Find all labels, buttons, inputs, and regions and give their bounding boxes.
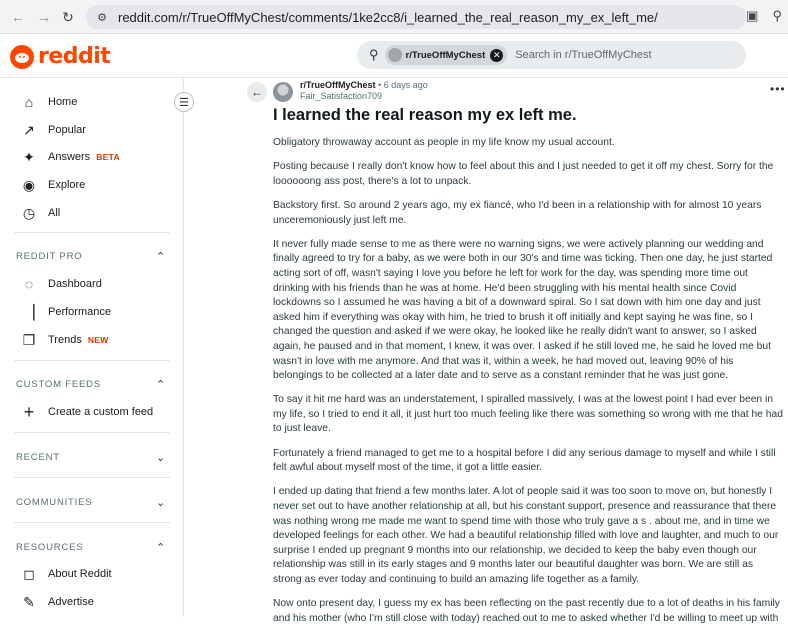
new-badge: NEW <box>87 335 109 345</box>
close-icon[interactable]: ✕ <box>490 49 503 62</box>
back-arrow-icon[interactable]: ← <box>11 9 25 25</box>
chevron-up-icon: ⌃ <box>155 541 166 554</box>
post-time: 6 days ago <box>383 80 428 90</box>
section-custom-feeds[interactable] <box>16 375 166 393</box>
chevron-up-icon: ⌃ <box>155 250 166 263</box>
answers-icon: ✦ <box>23 148 35 165</box>
sidebar-item-create-custom-feed[interactable] <box>20 400 153 424</box>
search-bar[interactable] <box>357 41 746 69</box>
post-paragraph: Posting because I really don't know how to feel about this and I just needed to get it off my chest. Sorry for the loooooong ass post, there's a lot to unpack. <box>273 161 774 187</box>
search-input[interactable] <box>515 49 715 61</box>
snoo-icon <box>10 45 34 69</box>
url-text[interactable] <box>118 10 658 25</box>
subreddit-link[interactable]: r/TrueOffMyChest <box>300 80 376 90</box>
about-icon: ◻ <box>23 565 35 582</box>
sidebar-item-label: Create a custom feed <box>48 406 154 418</box>
all-icon: ◷ <box>22 204 36 221</box>
more-options-icon[interactable]: ••• <box>770 82 786 96</box>
post-paragraph: Backstory first. So around 2 years ago, my ex fiancé, who I'd been in a relationship with for almost 10 years unceremoniously just left me. <box>273 199 762 226</box>
menu-icon: ☰ <box>179 96 189 109</box>
site-settings-icon[interactable]: ⚙ <box>97 11 107 24</box>
section-reddit-pro[interactable] <box>16 247 166 265</box>
trends-icon: ❐ <box>22 331 36 348</box>
sidebar-item-advertise[interactable] <box>20 590 94 614</box>
subreddit-avatar[interactable] <box>273 82 293 102</box>
post-meta: r/TrueOffMyChest • 6 days ago Fair_Satisfaction709 <box>300 80 428 101</box>
sidebar-divider <box>14 232 170 233</box>
sidebar-item-performance[interactable] <box>20 300 111 324</box>
forward-arrow-icon[interactable]: → <box>37 9 51 25</box>
left-sidebar <box>0 78 184 617</box>
sidebar-item-home[interactable] <box>20 90 77 114</box>
sidebar-item-label: Trends <box>48 334 82 346</box>
sidebar-item-all[interactable] <box>20 201 60 225</box>
url-host: reddit.com <box>118 9 179 25</box>
section-communities[interactable] <box>16 493 166 511</box>
sidebar-item-label: Explore <box>48 179 86 191</box>
sidebar-item-label: All <box>48 207 61 219</box>
reload-icon[interactable]: ↻ <box>62 8 74 25</box>
post-paragraph: I ended up dating that friend a few months later. A lot of people said it was too soon to move on, but honestly I never set out to have another relationship at all, but his constant support, presence and reassurance that there was nothing wrong me made me want to spend time with those who truly gave a s . about me, and in time we developed feelings for each other. We had a beautiful relationship filled with love and laughter, and much to our surprise I ended up pregnant 9 months into our relationship, we decided to keep the baby even though our relationship was still in its early stages and 9 months later our beautiful daughter was born. We are still as strong as ever today and continuing to build an amazing life together as a family. <box>273 486 779 585</box>
sidebar-item-label: Dashboard <box>48 278 102 290</box>
sidebar-item-dashboard[interactable] <box>20 272 102 296</box>
sidebar-item-label: Answers <box>48 151 91 163</box>
section-recent[interactable] <box>16 448 166 466</box>
search-icon: ⚲ <box>369 47 379 62</box>
sidebar-divider <box>14 522 170 523</box>
chip-label: r/TrueOffMyChest <box>405 49 486 61</box>
sidebar-item-popular[interactable] <box>20 118 86 142</box>
back-button[interactable] <box>247 82 267 102</box>
logo-text: reddit <box>38 44 111 69</box>
home-icon: ⌂ <box>24 94 34 110</box>
sidebar-item-answers[interactable] <box>20 145 120 169</box>
install-app-icon[interactable]: ▣ <box>746 8 759 23</box>
sidebar-item-label: Home <box>48 96 78 108</box>
sidebar-item-label: Performance <box>48 306 111 318</box>
sidebar-item-explore[interactable] <box>20 173 85 197</box>
sidebar-toggle-button[interactable] <box>174 92 194 112</box>
reddit-header <box>0 34 788 78</box>
chevron-down-icon: ⌄ <box>155 496 166 509</box>
sidebar-item-label: About Reddit <box>48 568 112 580</box>
zoom-icon[interactable]: ⚲ <box>772 8 782 23</box>
url-path: /r/TrueOffMyChest/comments/1ke2cc8/i_learned_the_real_reason_my_ex_left_me/ <box>178 9 658 25</box>
post-paragraph: Obligatory throwaway account as people in my life know my usual account. <box>273 137 615 148</box>
sidebar-item-trends[interactable] <box>20 328 109 352</box>
address-bar[interactable] <box>86 5 746 29</box>
explore-icon: ◉ <box>22 176 36 193</box>
advertise-icon: ✎ <box>23 593 35 610</box>
back-arrow-icon: ← <box>251 85 263 99</box>
section-resources[interactable] <box>16 538 166 556</box>
sidebar-divider <box>14 432 170 433</box>
performance-icon: ▕ <box>23 303 35 320</box>
chevron-down-icon: ⌄ <box>155 451 166 464</box>
section-heading: CUSTOM FEEDS <box>16 378 101 390</box>
subreddit-filter-chip[interactable] <box>385 45 508 65</box>
popular-icon: ↗ <box>23 121 35 138</box>
sidebar-divider <box>14 360 170 361</box>
reddit-logo[interactable] <box>10 44 110 69</box>
section-heading: RECENT <box>16 451 60 463</box>
subreddit-avatar-icon <box>388 48 402 62</box>
browser-toolbar <box>0 0 788 34</box>
sidebar-item-label: Advertise <box>48 596 94 608</box>
post-paragraph: Now onto present day, I guess my ex has been reflecting on the past recently due to a lot of deaths in his family and his mother (who I'm still close with today) reached out to me to asked whether I'd be willing to meet up with <box>273 598 780 624</box>
post-paragraph: To say it hit me hard was an understatement, I spiralled massively, I was at the lowest point I had ever been in my life, so I tried to end it all, it just hurt too much feeling like there was something so wrong with me that he had to just leave. <box>273 394 783 435</box>
post-paragraph: It never fully made sense to me as there were no warning signs, we were actively planning our wedding and finally agreed to try for a baby, as we were both in our 30's and time was ticking. Then one day, he just started acting sort of off, wasn't saying I love you before he left for work for the day, was spending more time out drinking with his friends than he was at home. He'd been struggling with his mental health since Covid lockdowns so I assumed he was having a bit of a downward spiral. So I sat down with him one day and just asked him if everything was okay with him, he tried to brush it off initially and kept saying he was fine, so I changed the question and asked if we were okay, he looked like he really didn't want to answer, so I asked again, he paused and in that moment, I knew, it was over. I asked if he still loved me, he said he loved me but wasn't in love with me anymore. And that was it, within a week, he had moved out, leaving 90% of his belongings to be collected at a later date and to serve as a constant reminder that he was just gone. <box>273 238 773 382</box>
section-heading: COMMUNITIES <box>16 496 93 508</box>
chevron-up-icon: ⌃ <box>155 378 166 391</box>
sidebar-item-label: Popular <box>48 124 86 136</box>
section-heading: RESOURCES <box>16 541 84 553</box>
sidebar-divider <box>14 477 170 478</box>
section-heading: REDDIT PRO <box>16 250 83 262</box>
post-paragraph: Fortunately a friend managed to get me to a hospital before I did any serious damage to myself and while I still felt awful about myself most of the time, it got a little easier. <box>273 447 776 474</box>
author-link[interactable]: Fair_Satisfaction709 <box>300 91 383 101</box>
post-title: I learned the real reason my ex left me. <box>273 106 577 124</box>
plus-icon: + <box>23 401 35 422</box>
dashboard-icon: ◌ <box>24 276 34 292</box>
beta-badge: BETA <box>96 152 120 162</box>
sidebar-item-about-reddit[interactable] <box>20 562 112 586</box>
post-body <box>273 136 783 636</box>
